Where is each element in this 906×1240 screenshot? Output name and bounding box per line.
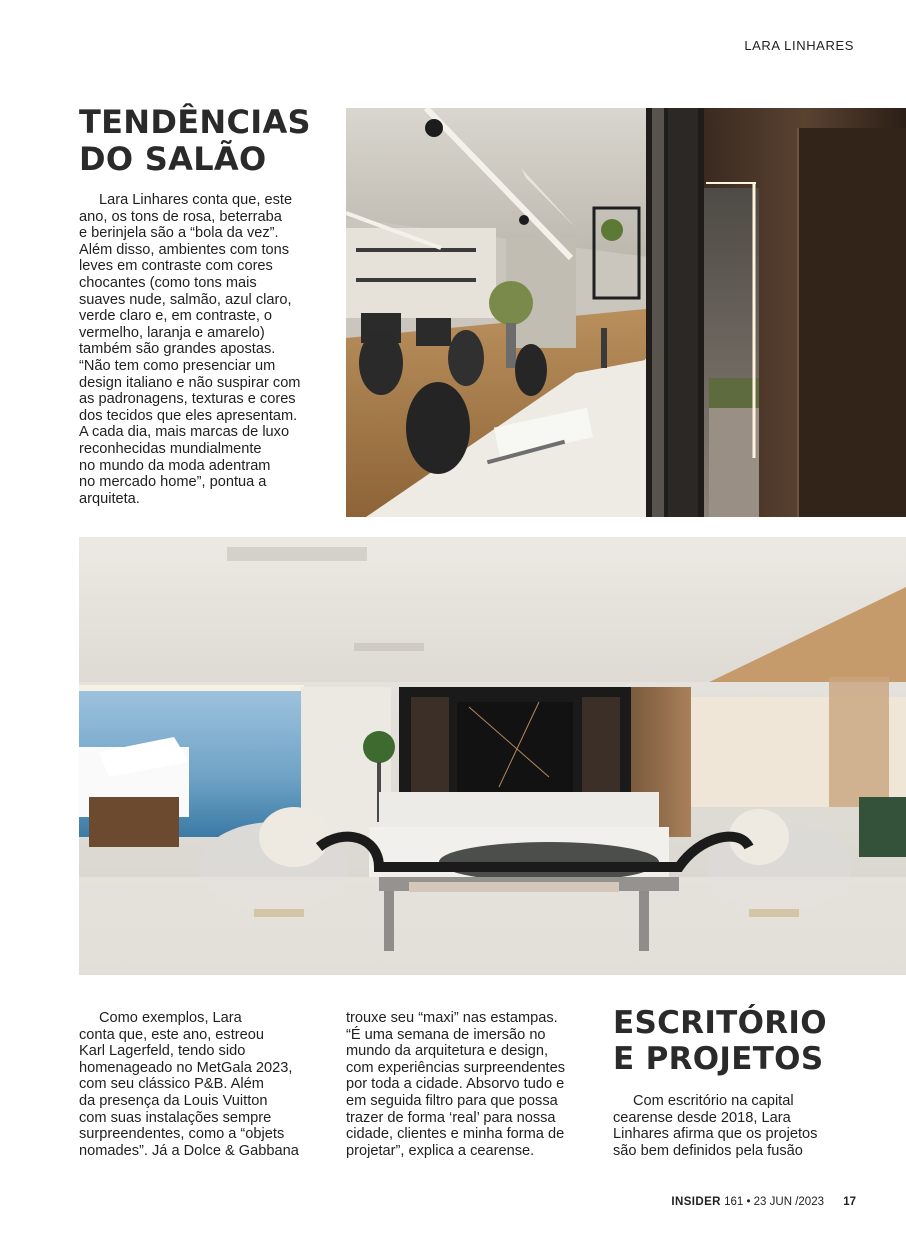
text-line: em seguida filtro para que possa bbox=[346, 1092, 558, 1109]
text-line: Linhares afirma que os projetos bbox=[613, 1126, 818, 1143]
text-line: nomades”. Já a Dolce & Gabbana bbox=[79, 1142, 299, 1159]
issue-info: 161 • 23 JUN /2023 bbox=[724, 1196, 824, 1208]
text-line: no mercado home”, pontua a bbox=[79, 474, 267, 491]
magazine-name: INSIDER bbox=[671, 1196, 721, 1208]
text-line: trazer de forma ‘real’ para nossa bbox=[346, 1109, 556, 1126]
text-line: design italiano e não suspirar com bbox=[79, 374, 301, 391]
text-line: conta que, este ano, estreou bbox=[79, 1026, 264, 1043]
text-line: também são grandes apostas. bbox=[79, 341, 276, 358]
text-line: verde claro e, em contraste, o bbox=[79, 308, 273, 325]
text-line: ano, os tons de rosa, beterraba bbox=[79, 208, 282, 225]
text-line: com seu clássico P&B. Além bbox=[79, 1076, 264, 1093]
living-room-photo bbox=[79, 537, 906, 975]
text-line: cearense desde 2018, Lara bbox=[613, 1109, 791, 1126]
text-line: trouxe seu “maxi” nas estampas. bbox=[346, 1010, 558, 1026]
text-line: dos tecidos que eles apresentam. bbox=[79, 407, 298, 424]
text-line: homenageado no MetGala 2023, bbox=[79, 1059, 293, 1076]
text-line: “Não tem como presenciar um bbox=[79, 357, 276, 374]
text-line: no mundo da moda adentram bbox=[79, 457, 271, 474]
text-line: as padronagens, texturas e cores bbox=[79, 391, 296, 408]
text-line: arquiteta. bbox=[79, 490, 140, 507]
text-line: suaves nude, salmão, azul claro, bbox=[79, 291, 292, 308]
text-line: projetar”, explica a cearense. bbox=[346, 1142, 535, 1159]
text-line: com suas instalações sempre bbox=[79, 1109, 272, 1126]
text-line: reconhecidas mundialmente bbox=[79, 440, 262, 457]
text-line: e berinjela são a “bola da vez”. bbox=[79, 225, 279, 242]
text-line: surpreendentes, como a “objets bbox=[79, 1126, 285, 1143]
page-number: 17 bbox=[843, 1196, 856, 1208]
page-footer bbox=[671, 1196, 856, 1208]
text-line: Lara Linhares conta que, este bbox=[99, 192, 293, 208]
text-line: Karl Lagerfeld, tendo sido bbox=[79, 1043, 246, 1060]
section-title-escritorio bbox=[613, 1006, 863, 1078]
text-line: mundo da arquitetura e design, bbox=[346, 1043, 549, 1060]
section-title-tendencias bbox=[79, 104, 329, 178]
body-column-2 bbox=[346, 1010, 586, 1159]
text-line: Com escritório na capital bbox=[633, 1093, 794, 1109]
text-line: da presença da Louis Vuitton bbox=[79, 1092, 268, 1109]
text-line: A cada dia, mais marcas de luxo bbox=[79, 424, 290, 441]
text-line: com experiências surpreendentes bbox=[346, 1059, 566, 1076]
title-line: TENDÊNCIAS bbox=[79, 103, 311, 141]
title-line: ESCRITÓRIO bbox=[613, 1005, 827, 1041]
text-line: vermelho, laranja e amarelo) bbox=[79, 324, 265, 341]
text-line: Como exemplos, Lara bbox=[99, 1010, 242, 1026]
text-line: por toda a cidade. Absorvo tudo e bbox=[346, 1076, 565, 1093]
text-line: Além disso, ambientes com tons bbox=[79, 241, 290, 258]
text-line: chocantes (como tons mais bbox=[79, 274, 257, 291]
body-column-1 bbox=[79, 1010, 319, 1159]
running-header-author: LARA LINHARES bbox=[744, 38, 854, 53]
office-photo bbox=[346, 108, 906, 517]
text-line: são bem definidos pela fusão bbox=[613, 1142, 803, 1159]
title-line: E PROJETOS bbox=[613, 1040, 824, 1077]
text-line: cidade, clientes e minha forma de bbox=[346, 1126, 565, 1143]
body-column-3 bbox=[613, 1093, 853, 1159]
title-line: DO SALÃO bbox=[79, 140, 267, 179]
intro-paragraph bbox=[79, 192, 341, 507]
text-line: “É uma semana de imersão no bbox=[346, 1026, 546, 1043]
text-line: leves em contraste com cores bbox=[79, 258, 273, 275]
